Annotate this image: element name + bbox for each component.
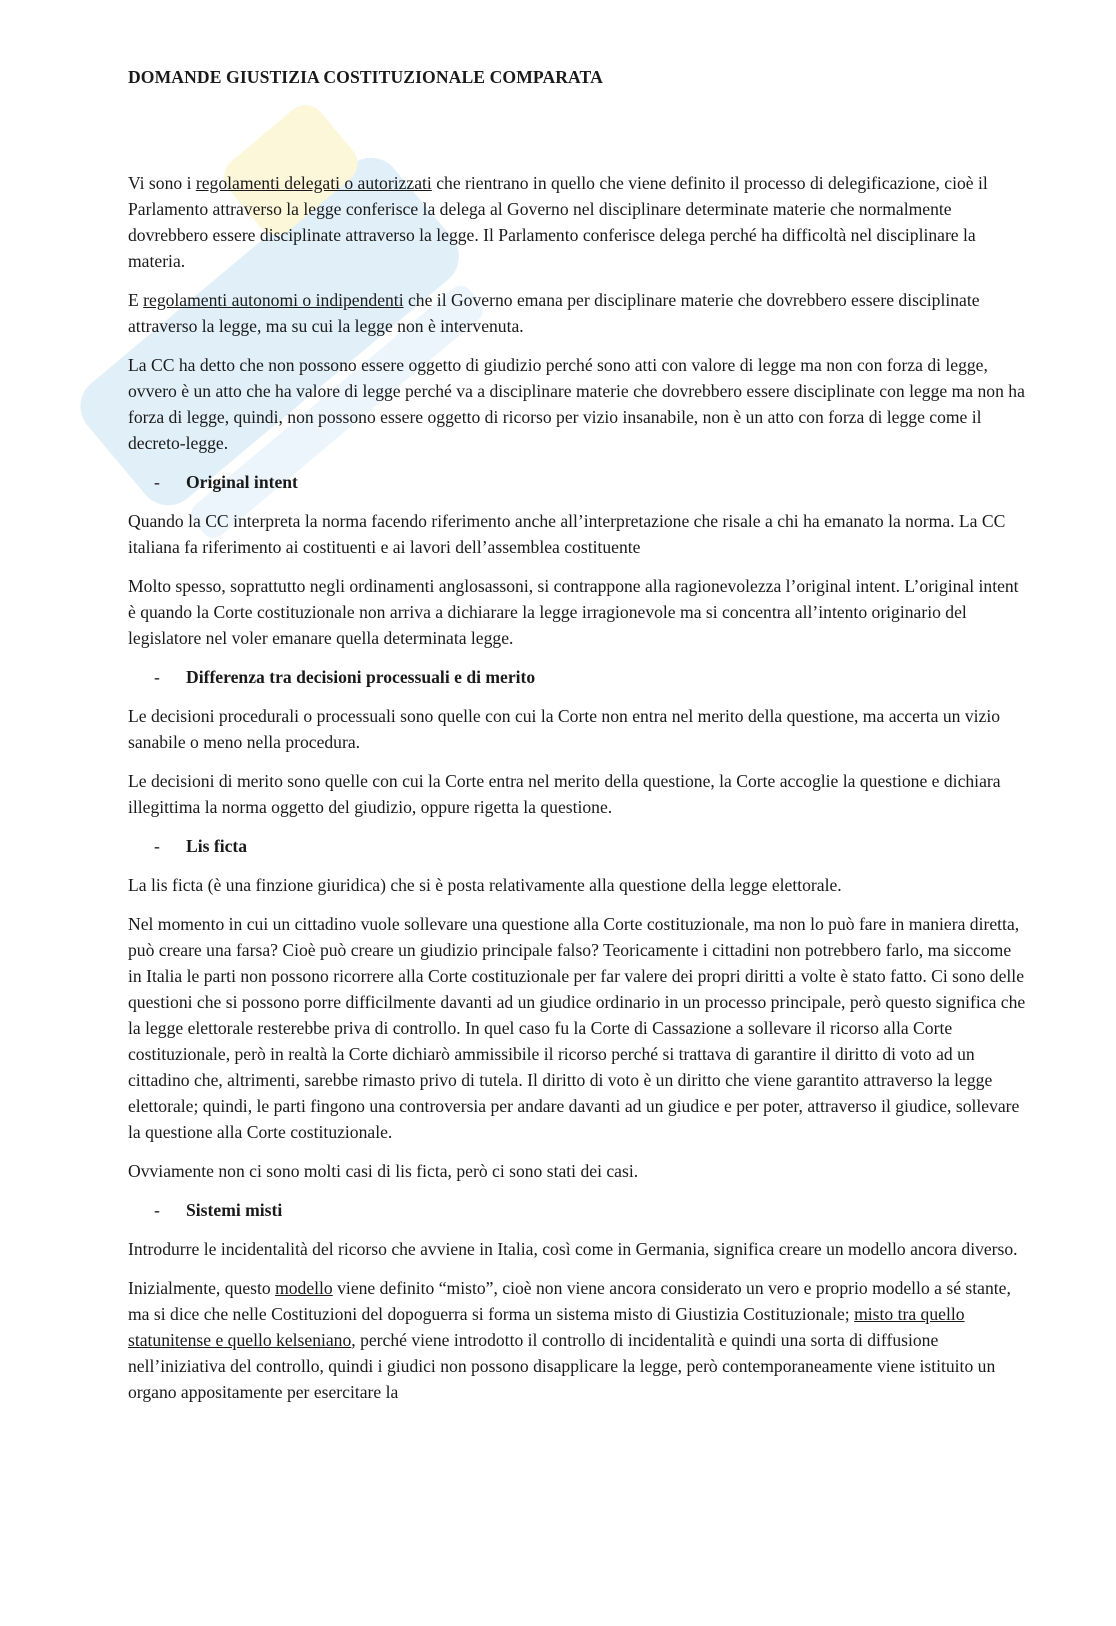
section-heading-text: Differenza tra decisioni processuali e di merito xyxy=(186,667,536,687)
paragraph-cc-giudizio: La CC ha detto che non possono essere oggetto di giudizio perché sono atti con valore di legge ma non con forza di legge, ovvero è un atto che ha valore di legge perché va a disciplinare materie che dovrebbero essere disciplinate con legge ma non ha forza di legge, quindi, non possono essere oggetto di ricorso per vizio insanabile, non è un atto con forza di legge come il decreto-legge. xyxy=(128,355,1025,453)
paragraph-lis-ficta-1: La lis ficta (è una finzione giuridica) che si è posta relativamente alla questione della legge elettorale. xyxy=(128,875,842,895)
paragraph-decisioni-merito: Le decisioni di merito sono quelle con cui la Corte entra nel merito della questione, la Corte accoglie la questione e dichiara illegittima la norma oggetto del giudizio, oppure rigetta la questione. xyxy=(128,771,1001,817)
section-heading-decisioni xyxy=(128,664,1028,690)
paragraph-regolamenti-autonomi xyxy=(128,287,1028,339)
section-heading-original-intent xyxy=(128,469,1028,495)
text-span: Vi sono i xyxy=(128,173,196,193)
paragraph-original-intent-1: Quando la CC interpreta la norma facendo riferimento anche all’interpretazione che risale a chi ha emanato la norma. La CC italiana fa riferimento ai costituenti e ai lavori dell’assemblea costituente xyxy=(128,511,1006,557)
document-body xyxy=(128,64,1028,1418)
text-span: viene definito “misto”, cioè non viene ancora considerato un vero e proprio modello a sé stante, ma si dice che nelle Costituzioni del dopoguerra si forma un sistema misto di Giustizia Costituzionale; xyxy=(128,1278,1011,1324)
text-span: Inizialmente, questo xyxy=(128,1278,276,1298)
text-span: che rientrano in quello che viene definito il processo di delegificazione, cioè il Parlamento attraverso la legge conferisce la delega al Governo nel disciplinare determinate materie che normalmente dovrebbero essere disciplinate attraverso la legge. Il Parlamento conferisce delega perché ha difficoltà nel disciplinare la materia. xyxy=(128,173,988,271)
underlined-term-misto: misto tra quello statunitense e quello kelseniano xyxy=(128,1304,965,1350)
paragraph-regolamenti-delegati xyxy=(128,170,1028,274)
bullet-dash: - xyxy=(154,472,160,492)
bullet-dash: - xyxy=(154,1200,160,1220)
paragraph-lis-ficta-2: Nel momento in cui un cittadino vuole sollevare una questione alla Corte costituzionale, ma non lo può fare in maniera diretta, può creare una farsa? Cioè può creare un giudizio principale falso? Teoricamente i cittadini non potrebbero farlo, ma siccome in Italia le parti non possono ricorrere alla Corte costituzionale per far valere dei propri diritti a volte è stato fatto. Ci sono delle questioni che si possono porre difficilmente davanti ad un giudice ordinario in un processo principale, però questo significa che la legge elettorale resterebbe priva di controllo. In quel caso fu la Corte di Cassazione a sollevare il ricorso alla Corte costituzionale, però in realtà la Corte dichiarò ammissibile il ricorso perché si trattava di garantire il diritto di voto ad un cittadino che, altrimenti, sarebbe rimasto privo di tutela. Il diritto di voto è un diritto che viene garantito attraverso la legge elettorale; quindi, le parti fingono una controversia per andare davanti ad un giudice e per poter, attraverso il giudice, sollevare la questione alla Corte costituzionale. xyxy=(128,914,1026,1142)
bullet-dash: - xyxy=(154,836,160,856)
paragraph-sistemi-misti-2 xyxy=(128,1275,1028,1405)
section-heading-text: Lis ficta xyxy=(186,836,248,856)
paragraph-decisioni-processuali: Le decisioni procedurali o processuali sono quelle con cui la Corte non entra nel merito della questione, ma accerta un vizio sanabile o meno nella procedura. xyxy=(128,706,1001,752)
document-title: DOMANDE GIUSTIZIA COSTITUZIONALE COMPARATA xyxy=(128,67,603,87)
section-heading-text: Sistemi misti xyxy=(186,1200,283,1220)
section-heading-sistemi-misti xyxy=(128,1197,1028,1223)
text-span: , perché viene introdotto il controllo di incidentalità e quindi una sorta di diffusione nell’iniziativa del controllo, quindi i giudici non possono disapplicare la legge, però contemporaneamente viene istituito un organo appositamente per esercitare la xyxy=(128,1330,996,1402)
paragraph-original-intent-2: Molto spesso, soprattutto negli ordinamenti anglosassoni, si contrappone alla ragionevolezza l’original intent. L’original intent è quando la Corte costituzionale non arriva a dichiarare la legge irragionevole ma si concentra all’intento originario del legislatore nel voler emanare quella determinata legge. xyxy=(128,576,1019,648)
section-heading-text: Original intent xyxy=(186,472,298,492)
text-span: E xyxy=(128,290,144,310)
bullet-dash: - xyxy=(154,667,160,687)
underlined-term-regolamenti-delegati: regolamenti delegati o autorizzati xyxy=(195,173,432,193)
paragraph-lis-ficta-3: Ovviamente non ci sono molti casi di lis ficta, però ci sono stati dei casi. xyxy=(128,1161,639,1181)
section-heading-lis-ficta xyxy=(128,833,1028,859)
text-span: che il Governo emana per disciplinare materie che dovrebbero essere disciplinate attraverso la legge, ma su cui la legge non è intervenuta. xyxy=(128,290,980,336)
underlined-term-regolamenti-autonomi: regolamenti autonomi o indipendenti xyxy=(143,290,404,310)
underlined-term-modello: modello xyxy=(275,1278,333,1298)
paragraph-sistemi-misti-1: Introdurre le incidentalità del ricorso che avviene in Italia, così come in Germania, significa creare un modello ancora diverso. xyxy=(128,1239,1018,1259)
